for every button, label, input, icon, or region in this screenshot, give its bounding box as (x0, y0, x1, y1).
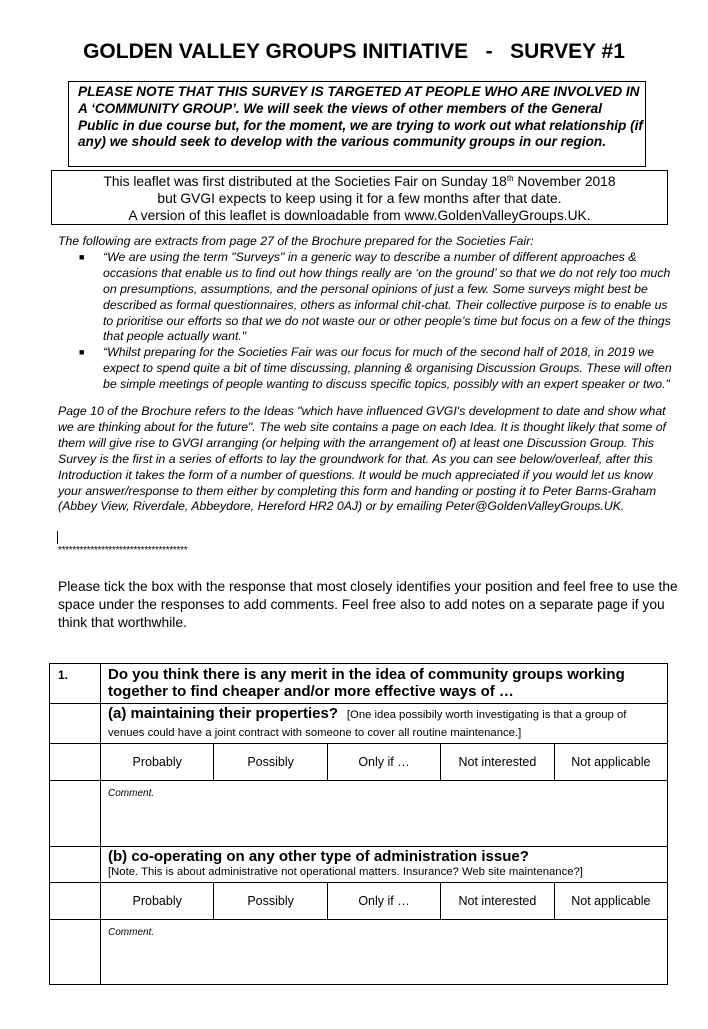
instructions-paragraph: Please tick the box with the response that most closely identifies your position and feel free to use the space under the responses to add comments. Feel free also to add notes on a separate page if you think that worthwhile. (58, 579, 678, 630)
response-not-applicable-a[interactable]: Not applicable (554, 744, 667, 780)
response-not-interested-a[interactable]: Not interested (440, 744, 553, 780)
response-probably-a[interactable]: Probably (132, 755, 182, 769)
leaflet-line-2: but GVGI expects to keep using it for a few months after that date. (157, 191, 562, 206)
response-only-if-b[interactable]: Only if … (327, 883, 440, 919)
question-row (50, 664, 668, 704)
extract-item: ■ “Whilst preparing for the Societies Fair was our focus for much of the second half of 2018, in 2019 we expect to spend quite a bit of time discussing, planning & organising Discussion Groups. These will often be simple meetings of people wanting to discuss specific topics, possibly with an expert speaker or two." (79, 345, 672, 392)
comment-field-a[interactable] (101, 781, 668, 847)
subquestion-a-note: [One idea possibily worth investigating is that a group of venues could have a joint contract with someone to cover all routine maintenance.] (108, 709, 627, 739)
comment-label-b: Comment. (108, 927, 155, 938)
response-probably-b[interactable]: Probably (132, 894, 182, 908)
comment-field-b[interactable] (101, 920, 668, 985)
extracts-intro: The following are extracts from page 27 of the Brochure prepared for the Societies Fair: (58, 234, 534, 248)
response-possibly-a[interactable]: Possibly (213, 744, 326, 780)
square-bullet-icon: ■ (79, 251, 85, 262)
survey-question-table (49, 663, 668, 985)
question-number: 1. (50, 664, 101, 704)
response-not-applicable-b[interactable]: Not applicable (554, 883, 667, 919)
text-cursor (57, 531, 58, 544)
leaflet-line-1: This leaflet was first distributed at the Societies Fair on Sunday 18th November 2018 (103, 174, 616, 189)
page-title: GOLDEN VALLEY GROUPS INITIATIVE - SURVEY #1 (83, 40, 625, 63)
intro-paragraph: Page 10 of the Brochure refers to the Ideas "which have influenced GVGI's development to date and show what we are thinking about for the future". The web site contains a page on each Idea. It is thought likely that some of them will give rise to GVGI arranging (or helping with the arrangement of) at least one Discussion Group. This Survey is the first in a series of efforts to lay the groundwork for that. As you can see below/overleaf, after this Introduction it takes the form of a number of questions. It would be much appreciated if you would let us know your answer/response to them either by completing this form and handing or posting it to Peter Barns-Graham (Abbey View, Riverdale, Abbeydore, Hereford HR2 0AJ) or by emailing Peter@GoldenValleyGroups.UK. (58, 404, 666, 514)
subquestion-b-title: (b) co-operating on any other type of administration issue? (108, 848, 529, 865)
square-bullet-icon: ■ (79, 347, 85, 358)
leaflet-info-box (51, 170, 668, 225)
response-row-b (50, 883, 668, 920)
subquestion-row-b (50, 847, 668, 883)
extracts-list (58, 250, 678, 393)
comment-row-a (50, 781, 668, 847)
response-only-if-a[interactable]: Only if … (327, 744, 440, 780)
brochure-extracts (58, 234, 678, 393)
separator-line: ************************************ (58, 545, 188, 556)
extract-item: ■ “We are using the term "Surveys" in a generic way to describe a number of different approaches & occasions that enable us to find out how things really are ‘on the ground’ so that we do not rely too much on presumptions, assumptions, and the personal opinions of just a few. Some surveys might best be described as formal questionnaires, others as informal chit-chat. Their collective purpose is to enable us to prioritise our efforts so that we do not waste our or other people’s time but focus on a few of the things that people actually want." (79, 249, 671, 344)
targeting-note-box (68, 81, 646, 167)
response-row-a (50, 744, 668, 781)
comment-label-a: Comment. (108, 788, 155, 799)
response-not-interested-b[interactable]: Not interested (440, 883, 553, 919)
subquestion-row-a (50, 704, 668, 744)
response-possibly-b[interactable]: Possibly (213, 883, 326, 919)
leaflet-line-3: A version of this leaflet is downloadable from www.GoldenValleyGroups.UK. (128, 208, 591, 223)
subquestion-b-note: [Note. This is about administrative not operational matters. Insurance? Web site maintenance?] (108, 866, 583, 878)
comment-row-b (50, 920, 668, 985)
subquestion-a-title: (a) maintaining their properties? (108, 705, 339, 722)
question-text: Do you think there is any merit in the idea of community groups working together to find cheaper and/or more effective ways of … (101, 664, 668, 704)
targeting-note-text: PLEASE NOTE THAT THIS SURVEY IS TARGETED AT PEOPLE WHO ARE INVOLVED IN A ‘COMMUNITY GROUP’. We will seek the views of other members of the General Public in due course but, for the moment, we are trying to work out what relationship (if any) we should seek to develop with the various community groups in our region. (78, 84, 643, 150)
